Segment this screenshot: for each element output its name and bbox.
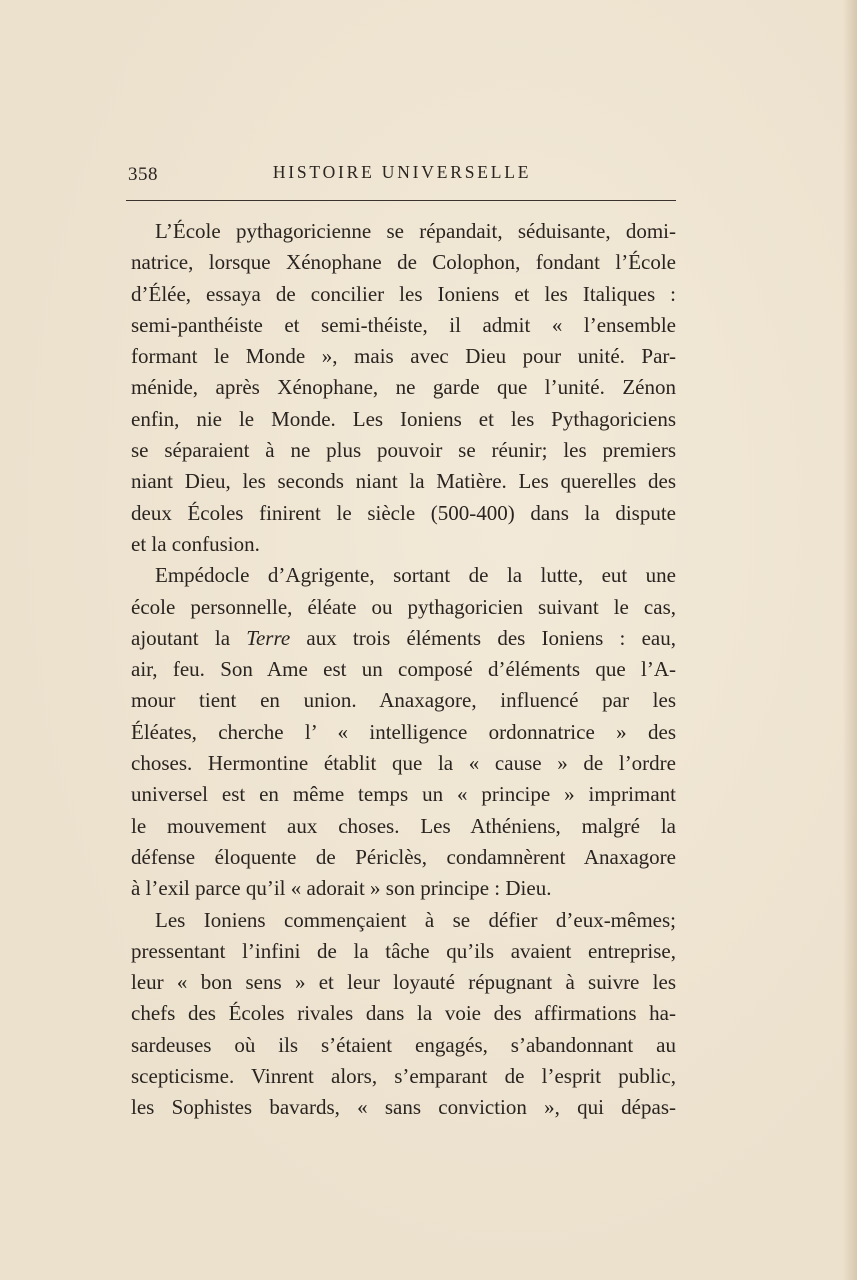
running-head xyxy=(128,160,676,190)
text-line: les Sophistes bavards, « sans conviction », qui dépas- xyxy=(131,1095,676,1120)
text-line: scepticisme. Vinrent alors, s’emparant de l’esprit public, xyxy=(131,1064,676,1089)
italic-word: Terre xyxy=(246,625,291,650)
text-line: air, feu. Son Ame est un composé d’éléments que l’A- xyxy=(131,657,676,682)
text-line: le mouvement aux choses. Les Athéniens, malgré la xyxy=(131,813,676,838)
text-line: deux Écoles finirent le siècle (500-400) dans la dispute xyxy=(131,500,676,525)
text-line: natrice, lorsque Xénophane de Colophon, fondant l’École xyxy=(131,250,676,275)
text-line: pressentant l’infini de la tâche qu’ils avaient entreprise, xyxy=(131,938,676,963)
paragraph-3 xyxy=(131,905,676,1124)
text-line: défense éloquente de Périclès, condamnèrent Anaxagore xyxy=(131,844,676,869)
text-line: enfin, nie le Monde. Les Ioniens et les Pythagoriciens xyxy=(131,406,676,431)
text-segment: aux trois éléments des Ioniens : eau, xyxy=(290,625,676,650)
text-line: universel est en même temps un « principe » imprimant xyxy=(131,782,676,807)
text-line: semi-panthéiste et semi-théiste, il admit « l’ensemble xyxy=(131,312,676,337)
paragraph-1 xyxy=(131,216,676,560)
paragraph-2 xyxy=(131,560,676,904)
text-line: mour tient en union. Anaxagore, influencé par les xyxy=(131,688,676,713)
text-line: chefs des Écoles rivales dans la voie des affirmations ha- xyxy=(131,1001,676,1026)
text-line: formant le Monde », mais avec Dieu pour unité. Par- xyxy=(131,344,676,369)
text-line: et la confusion. xyxy=(131,531,260,556)
text-line: sardeuses où ils s’étaient engagés, s’abandonnant au xyxy=(131,1032,676,1057)
page-number: 358 xyxy=(128,164,158,185)
text-line: école personnelle, éléate ou pythagoricien suivant le cas, xyxy=(131,594,676,619)
running-title: HISTOIRE UNIVERSELLE xyxy=(272,162,532,182)
text-line: à l’exil parce qu’il « adorait » son principe : Dieu. xyxy=(131,876,552,901)
text-line: Éléates, cherche l’ « intelligence ordonnatrice » des xyxy=(131,719,676,744)
text-segment: ajoutant la xyxy=(131,625,247,650)
header-rule xyxy=(126,200,676,201)
text-line-with-italic xyxy=(131,623,676,654)
text-line: d’Élée, essaya de concilier les Ioniens et les Italiques : xyxy=(131,281,676,306)
text-line: ménide, après Xénophane, ne garde que l’unité. Zénon xyxy=(131,375,676,400)
text-line: choses. Hermontine établit que la « cause » de l’ordre xyxy=(131,751,676,776)
text-line: L’École pythagoricienne se répandait, séduisante, domi- xyxy=(155,219,676,243)
text-line: niant Dieu, les seconds niant la Matière. Les querelles des xyxy=(131,469,676,494)
page-edge-shadow xyxy=(843,0,857,1280)
text-line: leur « bon sens » et leur loyauté répugnant à suivre les xyxy=(131,970,676,995)
text-line: se séparaient à ne plus pouvoir se réunir; les premiers xyxy=(131,438,676,463)
text-line: Les Ioniens commençaient à se défier d’eux-mêmes; xyxy=(155,907,676,932)
body-text xyxy=(131,216,676,1124)
text-line: Empédocle d’Agrigente, sortant de la lutte, eut une xyxy=(155,563,676,588)
